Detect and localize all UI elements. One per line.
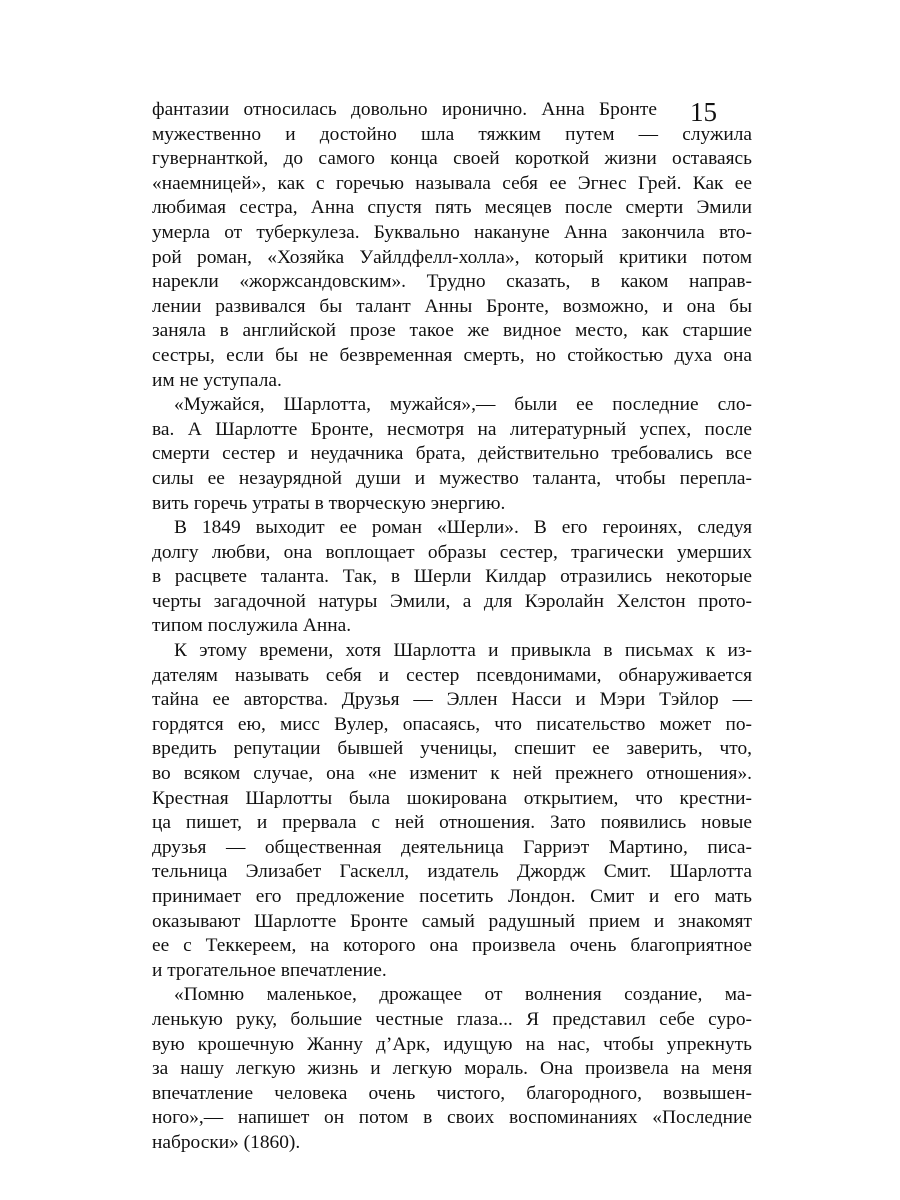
text-line: типом послужила Анна. [152,615,352,637]
paragraph [152,983,752,1155]
text-line: ее с Теккереем, на которого она произвела очень благоприятное [152,935,752,957]
text-line: ленькую руку, большие честные глаза... Я представил себе суро- [152,1008,752,1030]
page-number: 15 [690,97,717,127]
text-line: рой роман, «Хозяйка Уайлдфелл-холла», который критики потом [152,246,752,268]
text-line: нарекли «жоржсандовским». Трудно сказать, в каком направ- [152,271,752,293]
paragraph [152,639,752,983]
text-line: любимая сестра, Анна спустя пять месяцев после смерти Эмили [152,197,752,219]
text-line: «наемницей», как с горечью называла себя ее Эгнес Грей. Как ее [152,172,752,194]
text-line: во всяком случае, она «не изменит к ней прежнего отношения». [152,763,752,785]
paragraph [152,393,752,516]
text-line: им не уступала. [152,369,282,391]
text-line: наброски» (1860). [152,1131,301,1153]
text-line: заняла в английской прозе такое же видное место, как старшие [152,320,752,342]
text-line: умерла от туберкулеза. Буквально накануне Анна закончила вто- [152,221,752,243]
text-line: «Мужайся, Шарлотта, мужайся»,— были ее последние сло- [174,394,752,416]
text-line: вредить репутации бывшей ученицы, спешит ее заверить, что, [152,738,752,760]
text-line: друзья — общественная деятельница Гарриэт Мартино, писа- [152,836,752,858]
text-line: ного»,— напишет он потом в своих воспоминаниях «Последние [152,1107,752,1129]
text-line: «Помню маленькое, дрожащее от волнения создание, ма- [174,984,752,1006]
text-line: гувернанткой, до самого конца своей короткой жизни оставаясь [152,148,752,170]
text-line: вую крошечную Жанну д’Арк, идущую на нас, чтобы упрекнуть [152,1033,752,1055]
text-line: в расцвете таланта. Так, в Шерли Килдар отразились некоторые [152,566,752,588]
text-line: фантазии относилась довольно иронично. Анна Бронте [152,99,657,120]
text-line: К этому времени, хотя Шарлотта и привыкла в письмах к из- [174,640,752,662]
text-line: В 1849 выходит ее роман «Шерли». В его героинях, следуя [174,517,752,539]
paragraph [152,98,752,393]
text-line: и трогательное впечатление. [152,959,387,981]
text-line: вить горечь утраты в творческую энергию. [152,492,506,514]
text-line: тайна ее авторства. Друзья — Эллен Насси и Мэри Тэйлор — [152,689,752,711]
text-line: тельница Элизабет Гаскелл, издатель Джордж Смит. Шарлотта [152,861,752,883]
text-line: лении развивался бы талант Анны Бронте, возможно, и она бы [152,295,752,317]
text-line: смерти сестер и неудачника брата, действительно требовались все [152,443,752,465]
text-line: сестры, если бы не безвременная смерть, но стойкостью духа она [152,344,752,366]
text-line: Крестная Шарлотты была шокирована открытием, что крестни- [152,787,752,809]
text-line: принимает его предложение посетить Лондон. Смит и его мать [152,886,752,907]
paragraph [152,516,752,639]
text-line: черты загадочной натуры Эмили, а для Кэролайн Хелстон прото- [152,590,752,612]
body-text [152,98,752,1156]
text-line: долгу любви, она воплощает образы сестер, трагически умерших [152,541,752,563]
text-line: оказывают Шарлотте Бронте самый радушный прием и знакомят [152,910,752,932]
text-line: впечатление человека очень чистого, благородного, возвышен- [152,1082,752,1104]
text-line: дателям называть себя и сестер псевдонимами, обнаруживается [152,664,752,686]
text-line: за нашу легкую жизнь и легкую мораль. Она произвела на меня [152,1058,752,1080]
text-line: силы ее незаурядной души и мужество таланта, чтобы перепла- [152,467,752,489]
text-line: ца пишет, и прервала с ней отношения. Зато появились новые [152,812,752,834]
text-line: мужественно и достойно шла тяжким путем — служила [152,123,752,145]
text-line: ва. А Шарлотте Бронте, несмотря на литературный успех, после [152,418,752,440]
text-line: гордятся ею, мисс Вулер, опасаясь, что писательство может по- [152,713,752,735]
